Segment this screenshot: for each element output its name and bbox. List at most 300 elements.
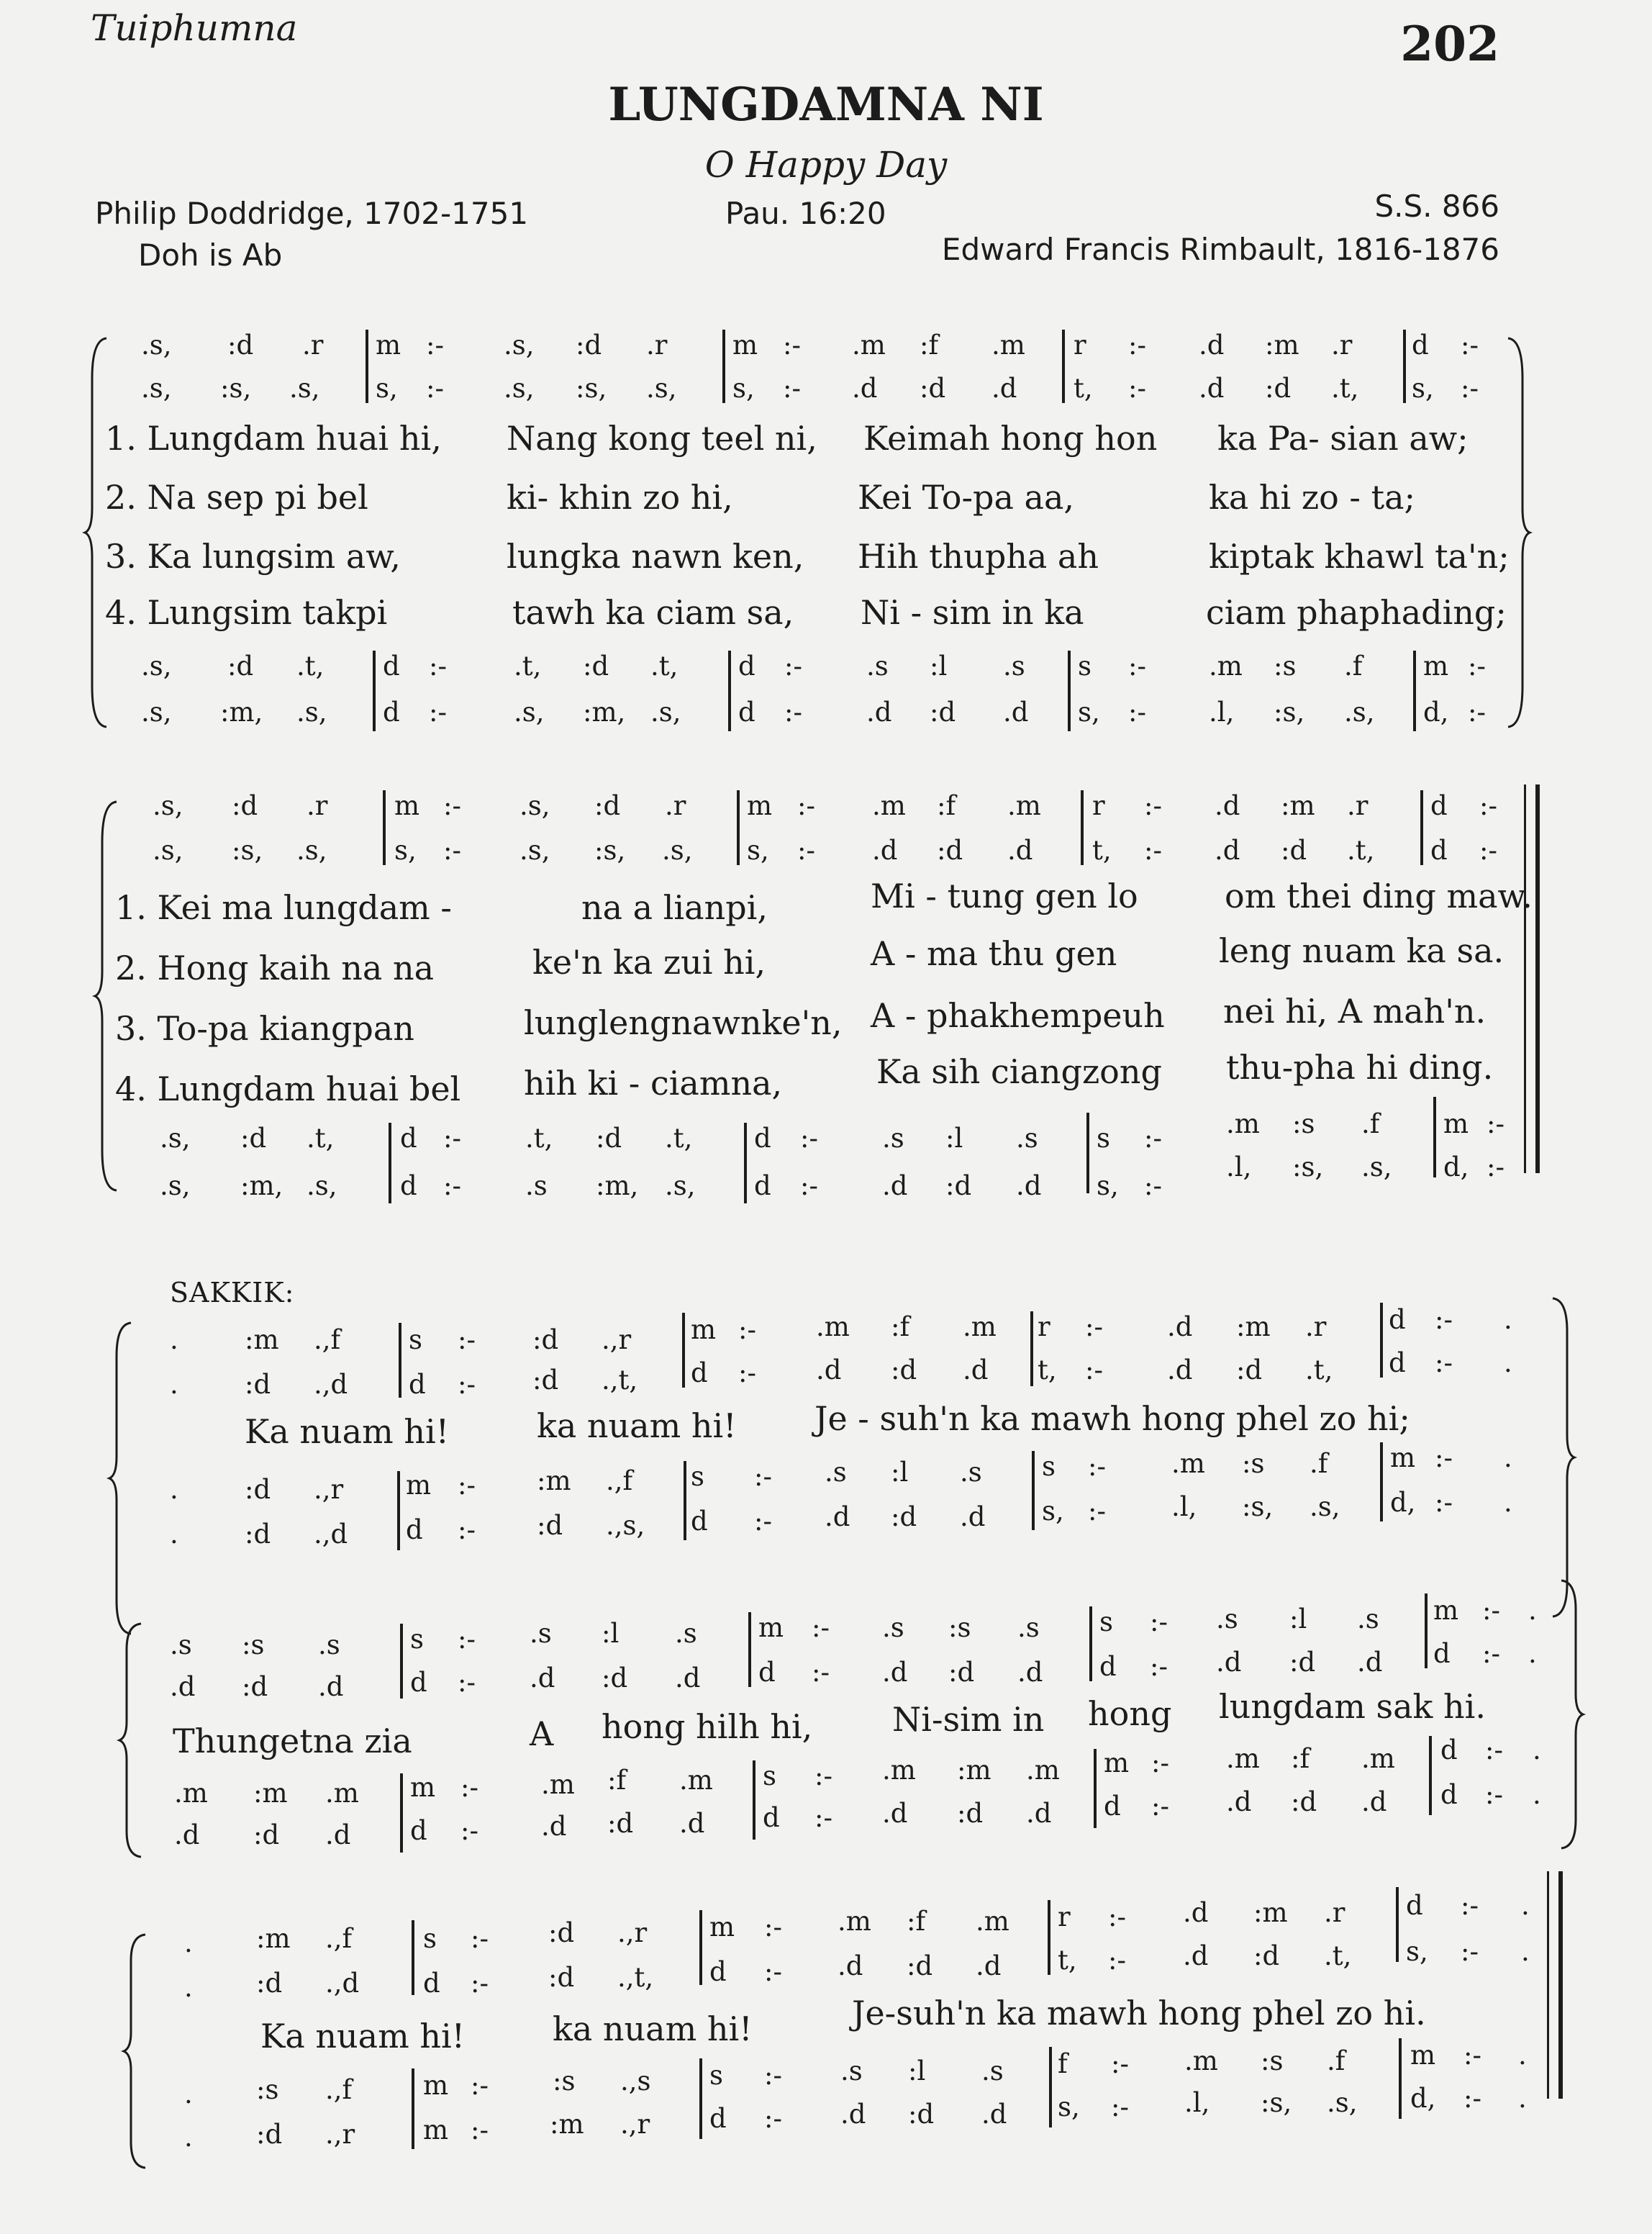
solfa-note: :d: [245, 1474, 271, 1505]
solfa-note: :d: [1253, 1940, 1280, 1971]
bar-line: [1094, 1749, 1097, 1828]
solfa-note: .s: [1017, 1612, 1040, 1643]
solfa-note: .s,: [504, 330, 535, 361]
solfa-note: m: [1423, 651, 1449, 682]
solfa-note: .s,: [650, 697, 681, 728]
solfa-note: :d: [1289, 1647, 1316, 1678]
solfa-note: d: [691, 1506, 708, 1537]
bar-line: [400, 1773, 403, 1853]
lyric-phrase: 2. Hong kaih na na: [115, 949, 434, 987]
solfa-note: d,: [1390, 1487, 1416, 1518]
solfa-note: .r: [1305, 1311, 1327, 1342]
solfa-note: .s,: [160, 1123, 191, 1154]
lyric-phrase: Nang kong teel ni,: [507, 419, 817, 458]
solfa-note: .t,: [525, 1123, 553, 1154]
bar-line: [1433, 1097, 1436, 1177]
bar-line: [1032, 1451, 1035, 1530]
lyric-phrase: ka nuam hi!: [537, 1406, 737, 1445]
solfa-note: d: [1440, 1735, 1458, 1765]
solfa-note: :-: [1468, 651, 1486, 682]
solfa-note: .d: [1216, 1647, 1242, 1678]
solfa-note: .: [170, 1324, 178, 1355]
solfa-note: d: [763, 1802, 780, 1833]
solfa-note: .l,: [1184, 2087, 1210, 2118]
solfa-note: :f: [1291, 1743, 1310, 1774]
solfa-note: :-: [1144, 790, 1162, 821]
bar-line: [1089, 1606, 1092, 1681]
solfa-note: .: [1504, 1442, 1512, 1473]
bar-line: [748, 1612, 751, 1687]
solfa-note: s,: [376, 373, 398, 404]
lyric-phrase: 4. Lungsim takpi: [105, 593, 388, 632]
solfa-note: :m: [1253, 1897, 1288, 1928]
solfa-note: .s,: [519, 790, 550, 821]
lyric-phrase: Ka nuam hi!: [245, 1412, 450, 1451]
solfa-note: :m,: [596, 1170, 639, 1201]
lyric-phrase: thu-pha hi ding.: [1226, 1048, 1494, 1087]
solfa-note: :-: [443, 790, 461, 821]
solfa-note: .r: [1324, 1897, 1345, 1928]
solfa-note: :d: [957, 1798, 984, 1829]
bar-line: [744, 1123, 747, 1203]
solfa-note: :-: [458, 1624, 476, 1655]
solfa-note: :s,: [576, 373, 607, 404]
solfa-note: s: [709, 2060, 723, 2091]
solfa-note: :d: [930, 697, 956, 728]
solfa-note: d: [1104, 1791, 1121, 1822]
lyric-phrase: hong: [1088, 1694, 1172, 1733]
solfa-note: :-: [764, 2060, 782, 2091]
solfa-note: d: [1430, 835, 1448, 866]
bar-line: [1420, 790, 1423, 865]
bar-line: [1399, 2038, 1402, 2119]
solfa-note: :d: [583, 651, 609, 682]
bar-line: [412, 1920, 414, 1995]
solfa-note: d: [709, 2103, 727, 2134]
page-number: 202: [1400, 16, 1499, 72]
solfa-note: :-: [783, 330, 801, 361]
solfa-note: r: [1058, 1901, 1071, 1932]
lyric-phrase: Hih thupha ah: [858, 537, 1099, 576]
solfa-note: :-: [443, 835, 461, 866]
solfa-note: .: [1518, 2040, 1527, 2071]
solfa-note: .r: [1347, 790, 1369, 821]
solfa-note: :s: [553, 2066, 576, 2097]
solfa-note: :d: [232, 790, 258, 821]
solfa-note: .r: [646, 330, 668, 361]
solfa-note: .s,: [141, 373, 172, 404]
solfa-note: .f: [1361, 1108, 1380, 1139]
solfa-note: .m: [1026, 1755, 1060, 1786]
solfa-note: :-: [429, 651, 447, 682]
solfa-note: .r: [1331, 330, 1353, 361]
solfa-note: .s: [1003, 651, 1025, 682]
solfa-note: .: [184, 2079, 193, 2109]
solfa-note: .d: [1361, 1786, 1387, 1817]
solfa-note: .s,: [1310, 1491, 1340, 1522]
solfa-note: :-: [1128, 651, 1146, 682]
solfa-note: :d: [537, 1510, 563, 1541]
solfa-note: .d: [816, 1355, 842, 1385]
solfa-note: s,: [1412, 373, 1434, 404]
ss-number: S.S. 866: [1374, 189, 1499, 224]
solfa-note: d: [400, 1170, 417, 1201]
solfa-note: .d: [1357, 1647, 1383, 1678]
solfa-note: .: [1533, 1779, 1541, 1810]
solfa-note: m: [747, 790, 773, 821]
solfa-note: d: [754, 1170, 771, 1201]
solfa-note: :s: [1292, 1108, 1315, 1139]
solfa-note: d: [1389, 1304, 1406, 1335]
solfa-note: d: [1433, 1638, 1451, 1669]
solfa-note: :d: [548, 1962, 575, 1993]
solfa-note: :d: [245, 1369, 271, 1400]
solfa-note: s,: [1042, 1496, 1064, 1527]
solfa-note: :-: [1435, 1442, 1453, 1473]
solfa-note: :-: [1151, 1791, 1169, 1822]
solfa-note: :d: [945, 1170, 972, 1201]
solfa-note: .s: [882, 1612, 904, 1643]
solfa-note: .: [1504, 1487, 1512, 1518]
composer: Edward Francis Rimbault, 1816-1876: [941, 232, 1499, 267]
solfa-note: :s: [1261, 2045, 1284, 2076]
solfa-note: .,r: [620, 2109, 650, 2140]
solfa-note: s,: [1058, 2091, 1080, 2122]
solfa-note: .s: [525, 1170, 548, 1201]
solfa-note: .d: [840, 2099, 866, 2130]
solfa-note: :-: [764, 1912, 782, 1943]
solfa-note: m: [423, 2115, 449, 2145]
solfa-note: m: [1104, 1747, 1130, 1778]
solfa-note: m: [376, 330, 401, 361]
solfa-note: .m: [325, 1778, 359, 1809]
solfa-note: :-: [1463, 2083, 1481, 2114]
solfa-note: s: [1078, 651, 1092, 682]
solfa-note: :-: [460, 1815, 478, 1846]
bar-line: [1068, 651, 1071, 731]
lyric-phrase: Mi - tung gen lo: [871, 877, 1138, 915]
lyric-phrase: na a lianpi,: [581, 888, 768, 927]
solfa-note: d: [1430, 790, 1448, 821]
solfa-note: .,f: [606, 1465, 633, 1496]
solfa-note: :-: [458, 1470, 476, 1501]
solfa-note: .d: [318, 1671, 344, 1702]
solfa-note: :m,: [220, 697, 263, 728]
solfa-note: :d: [227, 330, 254, 361]
solfa-note: :-: [1461, 373, 1479, 404]
solfa-note: .s,: [153, 790, 183, 821]
solfa-note: .s,: [1361, 1152, 1392, 1182]
solfa-note: :-: [458, 1514, 476, 1545]
solfa-note: m: [691, 1314, 717, 1345]
lyric-phrase: kiptak khawl ta'n;: [1209, 537, 1510, 576]
solfa-note: .m: [1184, 2045, 1218, 2076]
solfa-note: :-: [1461, 1936, 1479, 1967]
solfa-note: .t,: [1305, 1355, 1333, 1385]
solfa-note: .d: [882, 1657, 908, 1688]
solfa-note: d: [409, 1369, 426, 1400]
solfa-note: .,s,: [606, 1510, 645, 1541]
solfa-note: :l: [1289, 1604, 1307, 1634]
solfa-note: :-: [784, 651, 802, 682]
solfa-note: .m: [976, 1906, 1009, 1937]
solfa-note: .t,: [1324, 1940, 1352, 1971]
solfa-note: d,: [1423, 697, 1449, 728]
solfa-note: .s,: [141, 651, 172, 682]
solfa-note: :-: [443, 1170, 461, 1201]
solfa-note: d: [410, 1815, 427, 1846]
solfa-note: .m: [1226, 1108, 1260, 1139]
lyric-phrase: 1. Kei ma lungdam -: [115, 888, 452, 927]
solfa-note: m: [732, 330, 758, 361]
solfa-note: s: [691, 1461, 704, 1492]
solfa-note: :-: [1479, 835, 1497, 866]
solfa-note: s: [410, 1624, 424, 1655]
lyric-phrase: 2. Na sep pi bel: [105, 478, 368, 517]
solfa-note: .s,: [307, 1170, 337, 1201]
solfa-note: .d: [679, 1808, 705, 1839]
solfa-note: :d: [240, 1123, 267, 1154]
bar-line: [1413, 651, 1416, 731]
solfa-note: s,: [1406, 1936, 1428, 1967]
lyric-phrase: 3. Ka lungsim aw,: [105, 537, 401, 576]
solfa-note: :d: [596, 1123, 622, 1154]
solfa-note: s: [763, 1760, 776, 1791]
bar-line: [1535, 784, 1540, 1173]
lyric-phrase: ka nuam hi!: [553, 2009, 753, 2048]
solfa-note: :-: [443, 1123, 461, 1154]
solfa-note: m: [758, 1612, 784, 1643]
solfa-note: :-: [1485, 1735, 1503, 1765]
solfa-note: :d: [920, 373, 946, 404]
solfa-note: s: [423, 1923, 437, 1954]
solfa-note: :-: [1485, 1779, 1503, 1810]
bar-line: [1547, 1871, 1549, 2099]
author: Philip Doddridge, 1702-1751: [95, 196, 529, 231]
solfa-note: :d: [602, 1663, 628, 1693]
solfa-note: :-: [426, 373, 444, 404]
lyric-phrase: Thungetna zia: [173, 1722, 412, 1760]
solfa-note: :-: [1435, 1304, 1453, 1335]
bar-line: [1425, 1593, 1428, 1668]
solfa-note: .m: [1361, 1743, 1395, 1774]
solfa-note: .s,: [160, 1170, 191, 1201]
solfa-note: .s,: [289, 373, 320, 404]
right-brace: [1550, 1295, 1574, 1619]
solfa-note: .: [1521, 1890, 1530, 1921]
lyric-phrase: Ka nuam hi!: [260, 2017, 466, 2056]
solfa-note: m: [709, 1912, 735, 1943]
lyric-phrase: A - ma thu gen: [871, 934, 1117, 973]
lyric-phrase: nei hi, A mah'n.: [1223, 992, 1487, 1031]
bar-line: [397, 1471, 400, 1550]
solfa-note: :m: [253, 1778, 288, 1809]
solfa-note: .d: [960, 1501, 986, 1532]
solfa-note: .l,: [1209, 697, 1235, 728]
solfa-note: .s,: [514, 697, 545, 728]
solfa-note: .m: [882, 1755, 916, 1786]
solfa-note: .: [1504, 1304, 1512, 1335]
solfa-note: .t,: [665, 1123, 693, 1154]
solfa-note: .t,: [650, 651, 678, 682]
lyric-phrase: leng nuam ka sa.: [1219, 931, 1504, 970]
solfa-note: :-: [1088, 1496, 1106, 1527]
solfa-note: s,: [732, 373, 755, 404]
solfa-note: :-: [1435, 1347, 1453, 1378]
solfa-note: :l: [908, 2056, 926, 2086]
solfa-note: .s: [866, 651, 889, 682]
solfa-note: :-: [458, 1324, 476, 1355]
solfa-note: :d: [937, 835, 963, 866]
lyric-phrase: A: [530, 1714, 554, 1753]
solfa-note: .s: [675, 1618, 697, 1649]
solfa-note: m: [394, 790, 420, 821]
solfa-note: :s,: [220, 373, 252, 404]
solfa-note: .: [1521, 1936, 1530, 1967]
solfa-note: m: [406, 1470, 432, 1501]
solfa-note: d,: [1410, 2083, 1436, 2114]
solfa-note: d: [400, 1123, 417, 1154]
solfa-note: .s,: [296, 697, 327, 728]
solfa-note: s,: [1097, 1170, 1119, 1201]
solfa-note: m: [1390, 1442, 1416, 1473]
solfa-note: .m: [1209, 651, 1243, 682]
solfa-note: .m: [541, 1769, 575, 1800]
solfa-note: .,s: [620, 2066, 651, 2097]
solfa-note: d: [1412, 330, 1429, 361]
solfa-note: .d: [174, 1819, 200, 1850]
lyric-phrase: Kei To-pa aa,: [858, 478, 1074, 517]
solfa-note: :l: [602, 1618, 620, 1649]
solfa-note: :-: [800, 1170, 818, 1201]
solfa-note: .d: [991, 373, 1017, 404]
lyric-phrase: 4. Lungdam huai bel: [115, 1069, 461, 1108]
solfa-note: .d: [852, 373, 878, 404]
solfa-note: s: [1099, 1606, 1113, 1637]
solfa-note: :m: [1265, 330, 1299, 361]
solfa-note: .s,: [504, 373, 535, 404]
bar-line: [1558, 1871, 1563, 2099]
solfa-note: .d: [530, 1663, 555, 1693]
solfa-note: :-: [738, 1314, 756, 1345]
solfa-note: .,d: [325, 1968, 360, 1999]
solfa-note: d: [383, 697, 400, 728]
solfa-note: :d: [908, 2099, 935, 2130]
solfa-note: .,r: [617, 1917, 648, 1948]
solfa-note: :l: [930, 651, 948, 682]
solfa-note: s,: [1078, 697, 1100, 728]
solfa-note: :-: [471, 2115, 489, 2145]
solfa-note: :d: [891, 1501, 917, 1532]
solfa-note: d: [1099, 1651, 1117, 1682]
lyric-phrase: Ka sih ciangzong: [876, 1052, 1162, 1091]
right-brace: [1505, 335, 1530, 730]
solfa-note: .s,: [646, 373, 677, 404]
book-title: Tuiphumna: [91, 7, 298, 49]
solfa-note: .d: [882, 1170, 908, 1201]
hymn-subtitle: O Happy Day: [704, 144, 948, 186]
bar-line: [722, 330, 725, 403]
solfa-note: .s,: [141, 697, 172, 728]
solfa-note: :-: [1461, 330, 1479, 361]
solfa-note: .d: [838, 1950, 863, 1981]
solfa-note: :m: [256, 1923, 291, 1954]
lyric-phrase: ciam phaphading;: [1206, 593, 1507, 632]
solfa-note: :-: [458, 1369, 476, 1400]
solfa-note: :-: [754, 1461, 772, 1492]
lyric-phrase: ki- khin zo hi,: [507, 478, 733, 517]
solfa-note: :s,: [232, 835, 263, 866]
solfa-note: .: [184, 2122, 193, 2153]
solfa-note: :f: [607, 1765, 627, 1796]
solfa-note: :-: [1463, 2040, 1481, 2071]
solfa-note: :m,: [240, 1170, 283, 1201]
solfa-note: :-: [1468, 697, 1486, 728]
solfa-note: :m: [537, 1465, 571, 1496]
bar-line: [399, 1323, 401, 1398]
solfa-note: :-: [1461, 1890, 1479, 1921]
solfa-note: :d: [253, 1819, 280, 1850]
solfa-note: :-: [1108, 1901, 1126, 1932]
solfa-note: :s: [948, 1612, 971, 1643]
solfa-note: d: [738, 651, 755, 682]
bar-line: [1380, 1442, 1383, 1521]
bar-line: [1396, 1887, 1399, 1962]
solfa-note: .s,: [665, 1170, 696, 1201]
solfa-note: :m: [1281, 790, 1315, 821]
solfa-note: .f: [1310, 1448, 1328, 1479]
solfa-note: :d: [548, 1917, 575, 1948]
solfa-note: :s: [256, 2074, 279, 2105]
lyric-phrase: hih ki - ciamna,: [524, 1064, 783, 1103]
solfa-note: :-: [1144, 1123, 1162, 1154]
solfa-note: :d: [891, 1355, 917, 1385]
solfa-note: s: [409, 1324, 422, 1355]
lyric-phrase: ka Pa- sian aw;: [1217, 419, 1469, 458]
bar-line: [1380, 1303, 1383, 1378]
lyric-phrase: ka hi zo - ta;: [1209, 478, 1416, 517]
solfa-note: d: [754, 1123, 771, 1154]
left-brace: [124, 1932, 148, 2171]
solfa-note: :-: [1487, 1152, 1504, 1182]
bar-line: [1524, 784, 1526, 1173]
solfa-note: .m: [852, 330, 886, 361]
lyric-phrase: 1. Lungdam huai hi,: [105, 419, 442, 458]
solfa-note: :-: [812, 1612, 830, 1643]
solfa-note: :-: [471, 1968, 489, 1999]
solfa-note: m: [423, 2070, 449, 2101]
solfa-note: :-: [1088, 1451, 1106, 1482]
solfa-note: .,f: [325, 2074, 353, 2105]
solfa-note: .l,: [1171, 1491, 1197, 1522]
solfa-note: :d: [532, 1365, 559, 1396]
solfa-note: .s,: [519, 835, 550, 866]
solfa-note: :d: [532, 1324, 559, 1355]
bar-line: [728, 651, 731, 731]
solfa-note: :d: [576, 330, 602, 361]
solfa-note: .t,: [307, 1123, 335, 1154]
solfa-note: :-: [471, 2070, 489, 2101]
solfa-note: s: [1042, 1451, 1056, 1482]
key-signature: Doh is Ab: [138, 238, 283, 273]
solfa-note: :-: [814, 1760, 832, 1791]
solfa-note: :d: [607, 1808, 634, 1839]
solfa-note: .s: [1016, 1123, 1038, 1154]
solfa-note: d: [1440, 1779, 1458, 1810]
solfa-note: m: [1410, 2040, 1436, 2071]
lyric-phrase: Keimah hong hon: [863, 419, 1158, 458]
solfa-note: .d: [872, 835, 898, 866]
